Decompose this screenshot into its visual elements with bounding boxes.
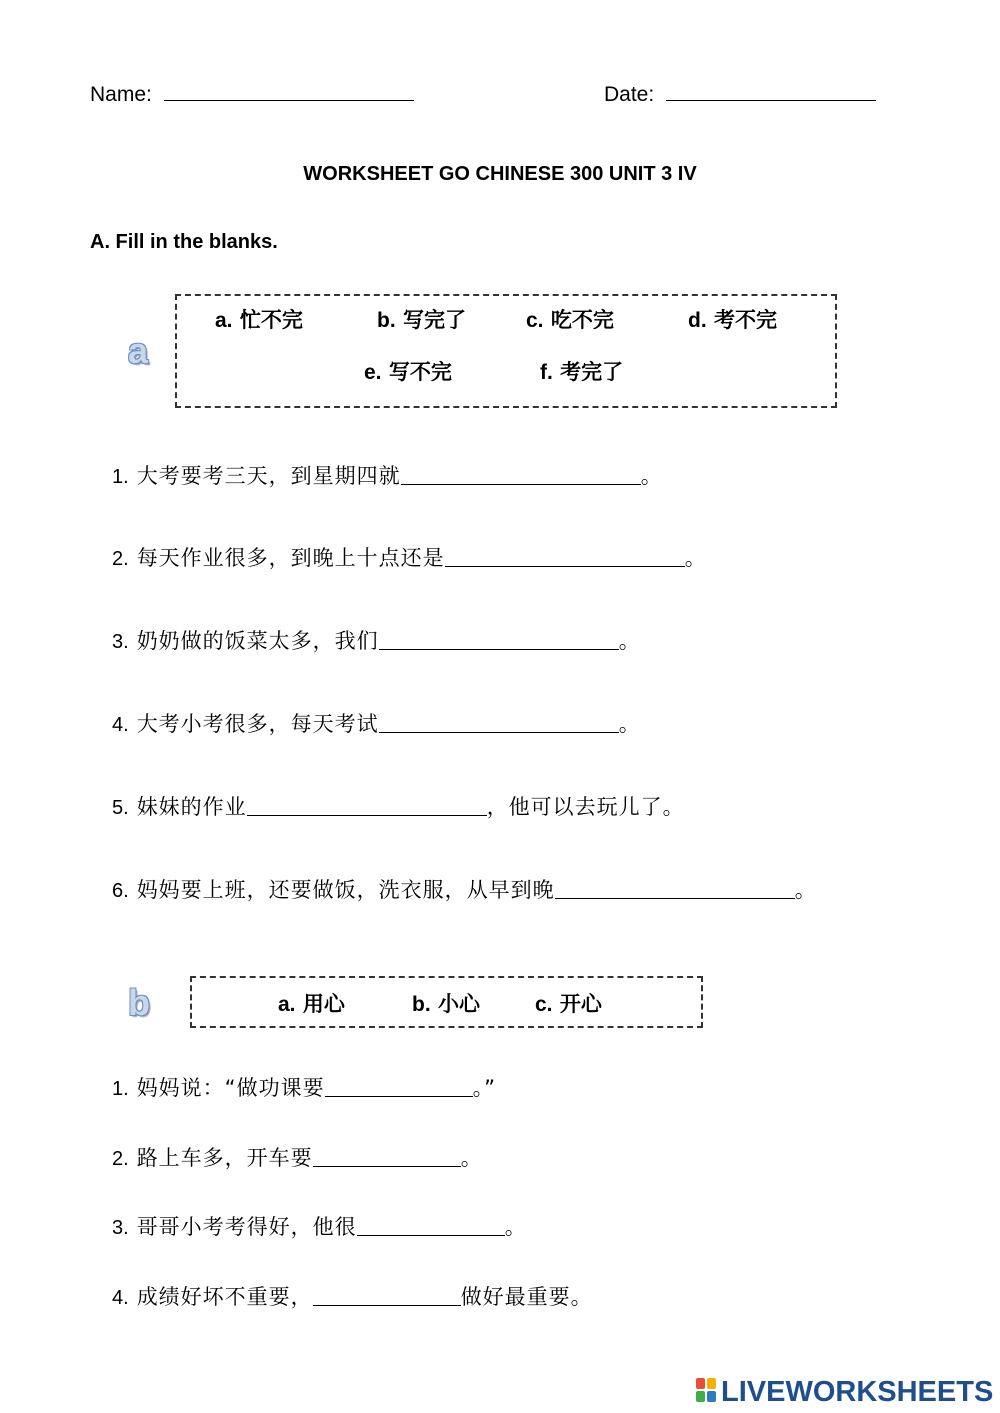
word-text: 写完了: [402, 308, 466, 332]
question-text: 奶奶做的饭菜太多，我们: [136, 629, 379, 653]
question-row: [112, 542, 707, 572]
question-row: [112, 708, 641, 738]
question-text-end: 。: [460, 1146, 483, 1170]
word-bank-item[interactable]: [526, 304, 614, 334]
question-text: 路上车多，开车要: [136, 1146, 313, 1170]
question-text: 大考要考三天，到星期四就: [136, 464, 401, 488]
word-letter: c.: [535, 993, 553, 1016]
word-letter: c.: [526, 309, 544, 332]
word-letter: a.: [278, 993, 296, 1016]
word-bank-item[interactable]: [278, 988, 345, 1018]
part-a-letter: a: [128, 330, 149, 371]
date-input-line[interactable]: [666, 82, 876, 101]
question-text-end: 。: [794, 878, 817, 902]
question-text: 妈妈要上班，还要做饭，洗衣服，从早到晚: [136, 878, 555, 902]
question-number: 1.: [112, 1078, 129, 1100]
word-text: 考不完: [713, 308, 777, 332]
question-text-end: ，他可以去玩儿了。: [486, 795, 685, 819]
question-text-end: 。: [504, 1215, 527, 1239]
answer-blank[interactable]: [401, 464, 641, 485]
answer-blank[interactable]: [313, 1285, 461, 1306]
question-row: [112, 874, 817, 904]
word-text: 小心: [437, 992, 480, 1016]
answer-blank[interactable]: [445, 546, 685, 567]
question-number: 1.: [112, 466, 129, 488]
answer-blank[interactable]: [325, 1076, 473, 1097]
question-text-end: 。: [640, 464, 663, 488]
question-text-end: 。”: [472, 1076, 496, 1100]
word-text: 用心: [302, 992, 345, 1016]
word-bank-item[interactable]: [215, 304, 303, 334]
answer-blank[interactable]: [555, 878, 795, 899]
liveworksheets-logo[interactable]: [696, 1376, 993, 1409]
worksheet-title: WORKSHEET GO CHINESE 300 UNIT 3 IV: [303, 163, 697, 185]
word-letter: b.: [377, 309, 396, 332]
question-row: [112, 1072, 496, 1102]
question-row: [112, 625, 641, 655]
word-bank-item[interactable]: [377, 304, 466, 334]
answer-blank[interactable]: [379, 712, 619, 733]
name-label: Name:: [90, 83, 152, 106]
word-letter: d.: [688, 309, 707, 332]
word-bank-item[interactable]: [364, 356, 452, 386]
answer-blank[interactable]: [357, 1215, 505, 1236]
section-heading: A. Fill in the blanks.: [90, 231, 278, 253]
word-text: 写不完: [388, 360, 452, 384]
word-text: 考完了: [560, 360, 624, 384]
question-number: 4.: [112, 714, 129, 736]
word-letter: e.: [364, 361, 382, 384]
answer-blank[interactable]: [379, 629, 619, 650]
question-text: 妹妹的作业: [136, 795, 247, 819]
answer-blank[interactable]: [313, 1146, 461, 1167]
word-letter: a.: [215, 309, 233, 332]
question-text-end: 。: [618, 629, 641, 653]
word-bank-item[interactable]: [412, 988, 480, 1018]
part-b-letter: b: [128, 982, 150, 1023]
liveworksheets-logo-icon: [696, 1378, 718, 1404]
word-text: 吃不完: [550, 308, 614, 332]
word-bank-item[interactable]: [688, 304, 777, 334]
answer-blank[interactable]: [247, 795, 487, 816]
question-number: 4.: [112, 1287, 129, 1309]
logo-text: LIVEWORKSHEETS: [721, 1376, 994, 1408]
question-text-end: 。: [684, 546, 707, 570]
question-row: [112, 1211, 527, 1241]
question-row: [112, 791, 685, 821]
word-bank-b: [190, 976, 703, 1028]
question-number: 2.: [112, 548, 129, 570]
question-row: [112, 1142, 483, 1172]
question-text: 每天作业很多，到晚上十点还是: [136, 546, 445, 570]
word-bank-item[interactable]: [535, 988, 602, 1018]
question-number: 2.: [112, 1148, 129, 1170]
word-letter: f.: [540, 361, 553, 384]
question-text: 哥哥小考考得好，他很: [136, 1215, 357, 1239]
date-row: [604, 82, 876, 107]
question-number: 3.: [112, 631, 129, 653]
question-number: 6.: [112, 880, 129, 902]
question-row: [112, 460, 663, 490]
name-row: [90, 82, 414, 107]
word-bank-a: [175, 294, 837, 408]
word-letter: b.: [412, 993, 431, 1016]
question-text-end: 做好最重要。: [460, 1285, 593, 1309]
question-number: 5.: [112, 797, 129, 819]
question-number: 3.: [112, 1217, 129, 1239]
name-input-line[interactable]: [164, 82, 414, 101]
question-text: 大考小考很多，每天考试: [136, 712, 379, 736]
question-text-end: 。: [618, 712, 641, 736]
question-text: 妈妈说：“做功课要: [136, 1076, 325, 1100]
question-text: 成绩好坏不重要，: [136, 1285, 313, 1309]
word-text: 忙不完: [239, 308, 303, 332]
date-label: Date:: [604, 83, 655, 106]
word-text: 开心: [559, 992, 602, 1016]
question-row: [112, 1281, 593, 1311]
word-bank-item[interactable]: [540, 356, 623, 386]
